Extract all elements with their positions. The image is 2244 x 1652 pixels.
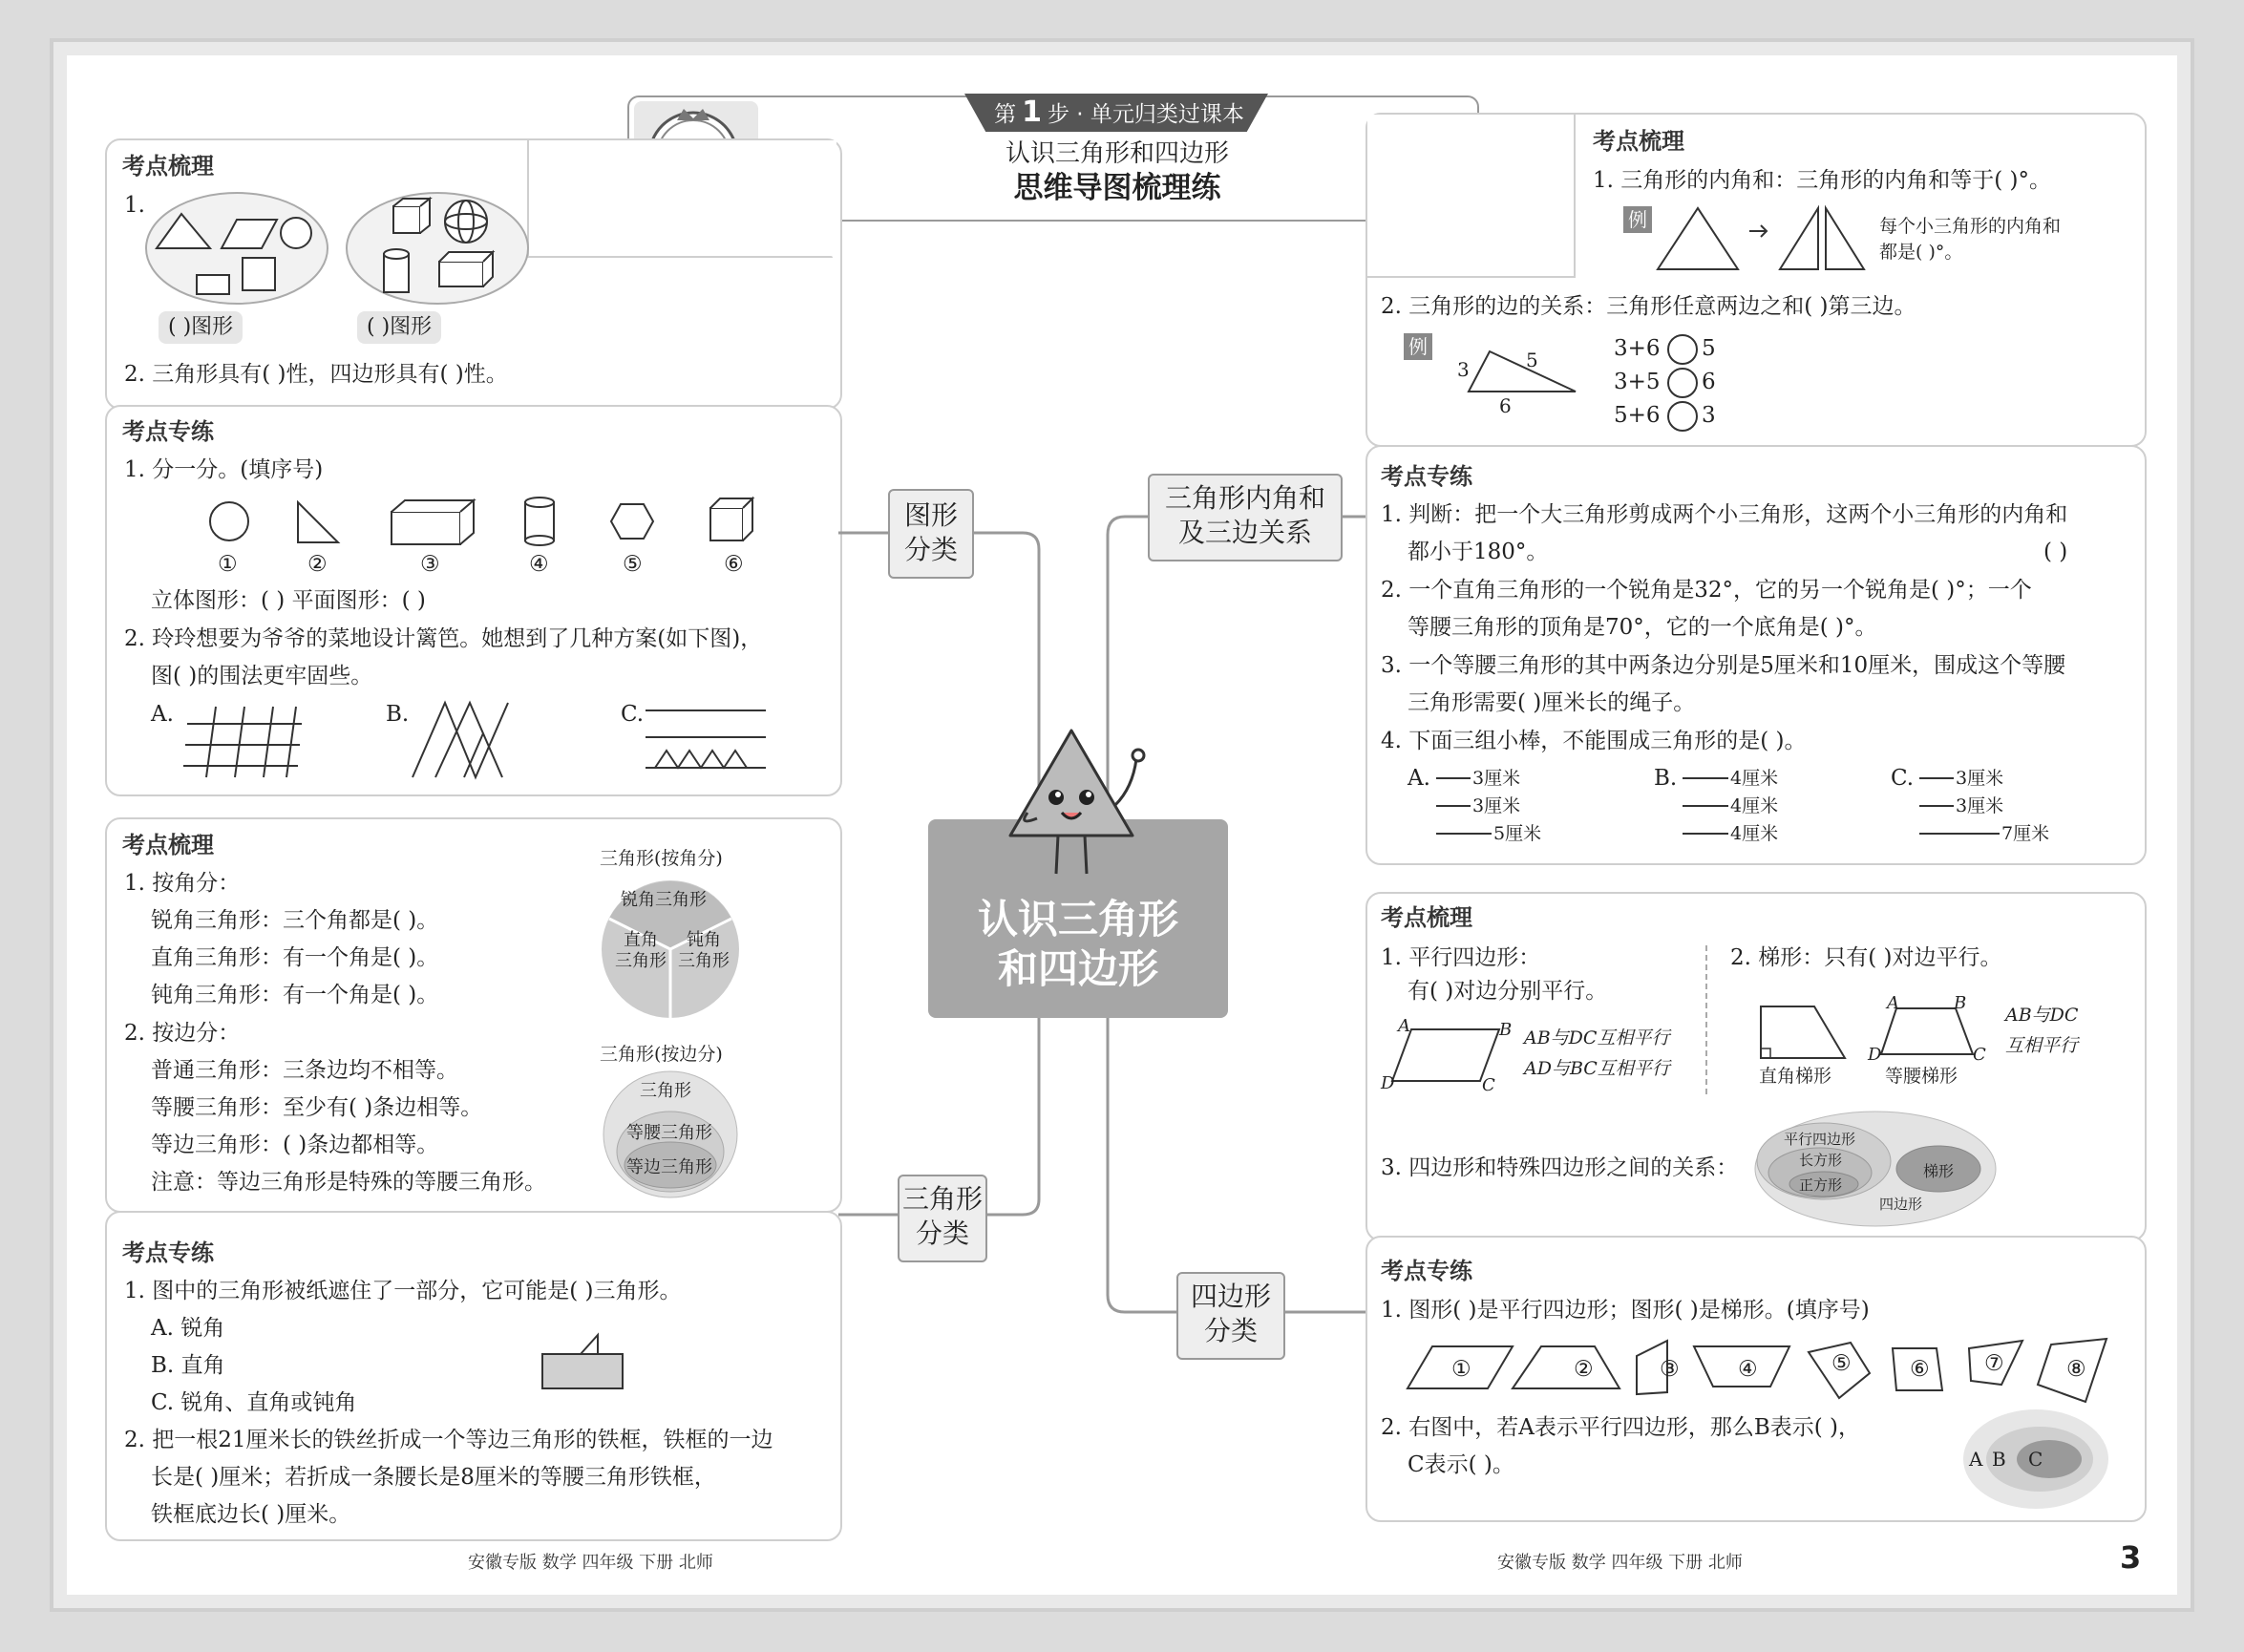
left3-a1: 锐角三角形：三个角都是( )。	[151, 908, 439, 933]
venn-rectangle: 长方形	[1799, 1152, 1843, 1169]
stick-a3-label: 5厘米	[1493, 823, 1542, 844]
left2-num-5: ⑤	[623, 552, 643, 577]
pie2-isosceles: 等腰三角形	[626, 1123, 712, 1143]
left2-opt-b: B.	[386, 702, 410, 727]
right2-q3b: 三角形需要( )厘米长的绳子。	[1408, 690, 1696, 715]
stick-c1-label: 3厘米	[1956, 768, 2004, 789]
stick-b1	[1683, 777, 1728, 779]
triangle-mascot-icon	[999, 721, 1152, 883]
triangle-split-illustration	[1654, 202, 1902, 279]
quad-num-7: ⑦	[1984, 1351, 2004, 1376]
right3-para-note2: AD与BC互相平行	[1524, 1058, 1670, 1079]
right3-q1a: 1. 平行四边形：	[1381, 945, 1541, 970]
right1-heading: 考点梳理	[1593, 128, 1684, 155]
node-tri-line1: 三角形	[901, 1183, 983, 1215]
venn-trapezoid: 梯形	[1923, 1162, 1955, 1180]
right1-example-badge: 例	[1623, 206, 1652, 233]
eight-quadrilaterals-illustration	[1408, 1335, 2133, 1411]
divider-dashed	[1705, 945, 1707, 1094]
right2-opt-a: A.	[1408, 766, 1430, 791]
center-title-line1: 认识三角形	[977, 896, 1178, 942]
node-quad-line1: 四边形	[1190, 1281, 1271, 1312]
trap-pt-d: D	[1868, 1045, 1882, 1065]
venn-square: 正方形	[1799, 1176, 1843, 1194]
quad-num-5: ⑤	[1831, 1351, 1852, 1376]
quad-num-1: ①	[1451, 1357, 1471, 1382]
left4-opt-c: C. 锐角、直角或钝角	[151, 1390, 357, 1415]
stick-c3-label: 7厘米	[2001, 823, 2050, 844]
stick-b3-label: 4厘米	[1730, 823, 1779, 844]
left2-num-3: ③	[420, 552, 440, 577]
left1-blank-solid: ( )图形	[357, 311, 441, 344]
right1-q2: 2. 三角形的边的关系：三角形任意两边之和( )第三边。	[1381, 294, 1916, 319]
node-quadrilateral-classification	[1176, 1272, 1285, 1360]
left2-q2b: 图( )的围法更牢固些。	[151, 664, 373, 688]
right3-trap2-label: 等腰梯形	[1885, 1066, 1958, 1087]
right2-q2b: 等腰三角形的顶角是70°，它的一个底角是( )°。	[1408, 615, 1877, 640]
pie1-right: 直角 三角形	[615, 930, 667, 971]
right1-cmp3: 5+6	[1614, 403, 1661, 428]
left2-opt-c: C.	[621, 702, 645, 727]
footer-left: 安徽专版 数学 四年级 下册 北师	[468, 1553, 713, 1573]
pie2-equilateral: 等边三角形	[626, 1157, 712, 1177]
right1-cmp3-circle[interactable]	[1667, 401, 1698, 432]
right2-q2a: 2. 一个直角三角形的一个锐角是32°，它的另一个锐角是( )°；一个	[1381, 578, 2032, 603]
right2-q3a: 3. 一个等腰三角形的其中两条边分别是5厘米和10厘米，围成这个等腰	[1381, 653, 2066, 678]
right1-example-badge-2: 例	[1404, 333, 1432, 360]
pie2-triangle: 三角形	[640, 1081, 691, 1101]
header-subtitle: 认识三角形和四边形	[1005, 139, 1229, 168]
quad-num-2: ②	[1574, 1357, 1594, 1382]
pie2-title: 三角形(按边分)	[600, 1044, 723, 1065]
right3-para-note1: AB与DC互相平行	[1524, 1027, 1670, 1048]
left1-line2: 2. 三角形具有( )性，四边形具有( )性。	[124, 362, 508, 387]
right1-example-text-2: 都是( )°。	[1879, 242, 1963, 263]
stick-c1	[1919, 777, 1954, 779]
footer-right: 安徽专版 数学 四年级 下册 北师	[1497, 1553, 1743, 1573]
pie1-obtuse: 钝角 三角形	[678, 930, 730, 971]
left2-num-6: ⑥	[724, 552, 744, 577]
stick-a1-label: 3厘米	[1472, 768, 1521, 789]
right2-heading: 考点专练	[1381, 463, 1472, 490]
right3-trap-note2: 互相平行	[2005, 1035, 2079, 1056]
stick-b1-label: 4厘米	[1730, 768, 1779, 789]
stick-a1	[1436, 777, 1471, 779]
right1-side-5: 5	[1526, 349, 1538, 371]
right1-cmp2-b: 6	[1702, 370, 1716, 394]
para-pt-a: A	[1398, 1016, 1410, 1036]
right2-q4: 4. 下面三组小棒，不能围成三角形的是( )。	[1381, 729, 1807, 753]
right3-trap-note1: AB与DC	[2005, 1005, 2079, 1026]
left4-q2a: 2. 把一根21厘米长的铁丝折成一个等边三角形的铁框，铁框的一边	[124, 1428, 773, 1452]
node-triangle-classification	[898, 1175, 987, 1262]
left3-heading: 考点梳理	[122, 832, 214, 858]
right3-trap1-label: 直角梯形	[1759, 1066, 1832, 1087]
right3-q2: 2. 梯形：只有( )对边平行。	[1730, 945, 2002, 970]
right4-q1: 1. 图形( )是平行四边形；图形( )是梯形。(填序号)	[1381, 1298, 1870, 1323]
ring-b: B	[1992, 1448, 2006, 1471]
left4-opt-a: A. 锐角	[151, 1316, 225, 1341]
step-prefix: 第	[994, 102, 1017, 127]
right1-q1: 1. 三角形的内角和：三角形的内角和等于( )°。	[1593, 168, 2052, 193]
right2-opt-c: C.	[1891, 766, 1915, 791]
right4-q2b: C表示( )。	[1408, 1452, 1514, 1477]
stick-a2	[1436, 805, 1471, 807]
right3-q1b: 有( )对边分别平行。	[1408, 979, 1608, 1004]
quad-num-3: ③	[1660, 1357, 1680, 1382]
trap-pt-c: C	[1973, 1045, 1986, 1065]
para-pt-d: D	[1381, 1073, 1395, 1093]
right1-example-text-1: 每个小三角形的内角和	[1879, 216, 2062, 237]
left4-q2c: 铁框底边长( )厘米。	[151, 1502, 351, 1527]
node-angle-line1: 三角形内角和	[1164, 482, 1325, 514]
pie1-title: 三角形(按角分)	[600, 848, 723, 869]
six-shapes-illustration	[201, 495, 793, 561]
center-title-line2: 和四边形	[997, 945, 1158, 992]
left2-q1: 1. 分一分。(填序号)	[124, 457, 324, 482]
right4-heading: 考点专练	[1381, 1258, 1472, 1284]
left3-b4: 注意：等边三角形是特殊的等腰三角形。	[151, 1170, 546, 1195]
right1-side-3: 3	[1457, 358, 1470, 381]
right3-heading: 考点梳理	[1381, 904, 1472, 931]
right4-q2a: 2. 右图中，若A表示平行四边形，那么B表示( )，	[1381, 1415, 1861, 1440]
right1-cmp1-b: 5	[1702, 336, 1716, 361]
left3-a3: 钝角三角形：有一个角是( )。	[151, 983, 439, 1007]
left2-q2a: 2. 玲玲想要为爷爷的菜地设计篱笆。她想到了几种方案(如下图)，	[124, 626, 763, 651]
venn-parallelogram: 平行四边形	[1784, 1131, 1856, 1148]
step-suffix: 步 · 单元归类过课本	[1047, 102, 1244, 127]
stick-b3	[1683, 833, 1728, 835]
node-shape-line1: 图形	[903, 499, 958, 531]
right1-cmp2: 3+5	[1614, 370, 1661, 394]
node-tri-line2: 分类	[915, 1218, 969, 1249]
trap-pt-b: B	[1954, 993, 1967, 1013]
stick-a3	[1436, 833, 1492, 835]
stick-b2-label: 4厘米	[1730, 795, 1779, 816]
left4-q1: 1. 图中的三角形被纸遮住了一部分，它可能是( )三角形。	[124, 1279, 682, 1303]
left1-heading: 考点梳理	[122, 153, 214, 180]
venn-quadrilateral: 四边形	[1879, 1196, 1923, 1213]
quad-num-4: ④	[1738, 1357, 1758, 1382]
stick-a2-label: 3厘米	[1472, 795, 1521, 816]
pie1-acute: 锐角三角形	[621, 890, 707, 910]
quad-num-6: ⑥	[1910, 1357, 1930, 1382]
para-pt-b: B	[1499, 1020, 1513, 1040]
stick-c3	[1919, 833, 2000, 835]
step-number: 1	[1022, 95, 1042, 129]
shape-groups-illustration	[143, 187, 678, 311]
left3-q2: 2. 按边分：	[124, 1021, 241, 1046]
fence-designs-illustration	[178, 695, 789, 781]
right1-cmp1-circle[interactable]	[1667, 334, 1698, 365]
left3-b3: 等边三角形：( )条边都相等。	[151, 1133, 439, 1157]
right2-q1a: 1. 判断：把一个大三角形剪成两个小三角形，这两个小三角形的内角和	[1381, 502, 2068, 527]
stick-b2	[1683, 805, 1728, 807]
left4-q2b: 长是( )厘米；若折成一条腰长是8厘米的等腰三角形铁框，	[151, 1465, 716, 1490]
left2-num-1: ①	[218, 552, 238, 577]
trap-pt-a: A	[1887, 993, 1899, 1013]
right1-cmp3-b: 3	[1702, 403, 1716, 428]
ring-c: C	[2028, 1448, 2043, 1471]
right1-cmp1: 3+6	[1614, 336, 1661, 361]
left1-blank-plane: ( )图形	[159, 311, 243, 344]
stick-c2-label: 3厘米	[1956, 795, 2004, 816]
right1-side-6: 6	[1499, 394, 1512, 417]
node-shape-classification	[888, 489, 974, 579]
header-title: 思维导图梳理练	[1013, 171, 1221, 205]
covered-triangle-illustration	[540, 1333, 636, 1400]
left3-a2: 直角三角形：有一个角是( )。	[151, 945, 439, 970]
left4-opt-b: B. 直角	[151, 1353, 225, 1378]
left3-q1: 1. 按角分：	[124, 871, 241, 896]
left2-num-4: ④	[529, 552, 549, 577]
left2-opt-a: A.	[151, 702, 174, 727]
stick-c2	[1919, 805, 1954, 807]
left3-b2: 等腰三角形：至少有( )条边相等。	[151, 1095, 483, 1120]
node-triangle-angles-sides	[1148, 474, 1343, 561]
right1-cmp2-circle[interactable]	[1667, 368, 1698, 398]
node-quad-line2: 分类	[1203, 1315, 1258, 1346]
ring-a: A	[1969, 1448, 1983, 1471]
quadrilateral-relation-venn	[1751, 1108, 2000, 1232]
right2-q1c: ( )	[2043, 540, 2068, 564]
left3-b1: 普通三角形：三条边均不相等。	[151, 1058, 458, 1083]
right2-q1b: 都小于180°。	[1408, 540, 1549, 564]
left2-num-2: ②	[307, 552, 328, 577]
quad-num-8: ⑧	[2066, 1357, 2086, 1382]
para-pt-c: C	[1482, 1075, 1495, 1095]
left1-num: 1.	[124, 193, 145, 218]
left2-q1-answer: 立体图形：( ) 平面图形：( )	[151, 588, 426, 613]
page-number: 3	[2120, 1539, 2142, 1576]
node-shape-line2: 分类	[903, 534, 958, 565]
left2-heading: 考点专练	[122, 418, 214, 445]
right3-q3: 3. 四边形和特殊四边形之间的关系：	[1381, 1155, 1739, 1180]
node-angle-line2: 及三边关系	[1177, 517, 1312, 548]
right2-opt-b: B.	[1654, 766, 1678, 791]
left4-heading: 考点专练	[122, 1239, 214, 1266]
